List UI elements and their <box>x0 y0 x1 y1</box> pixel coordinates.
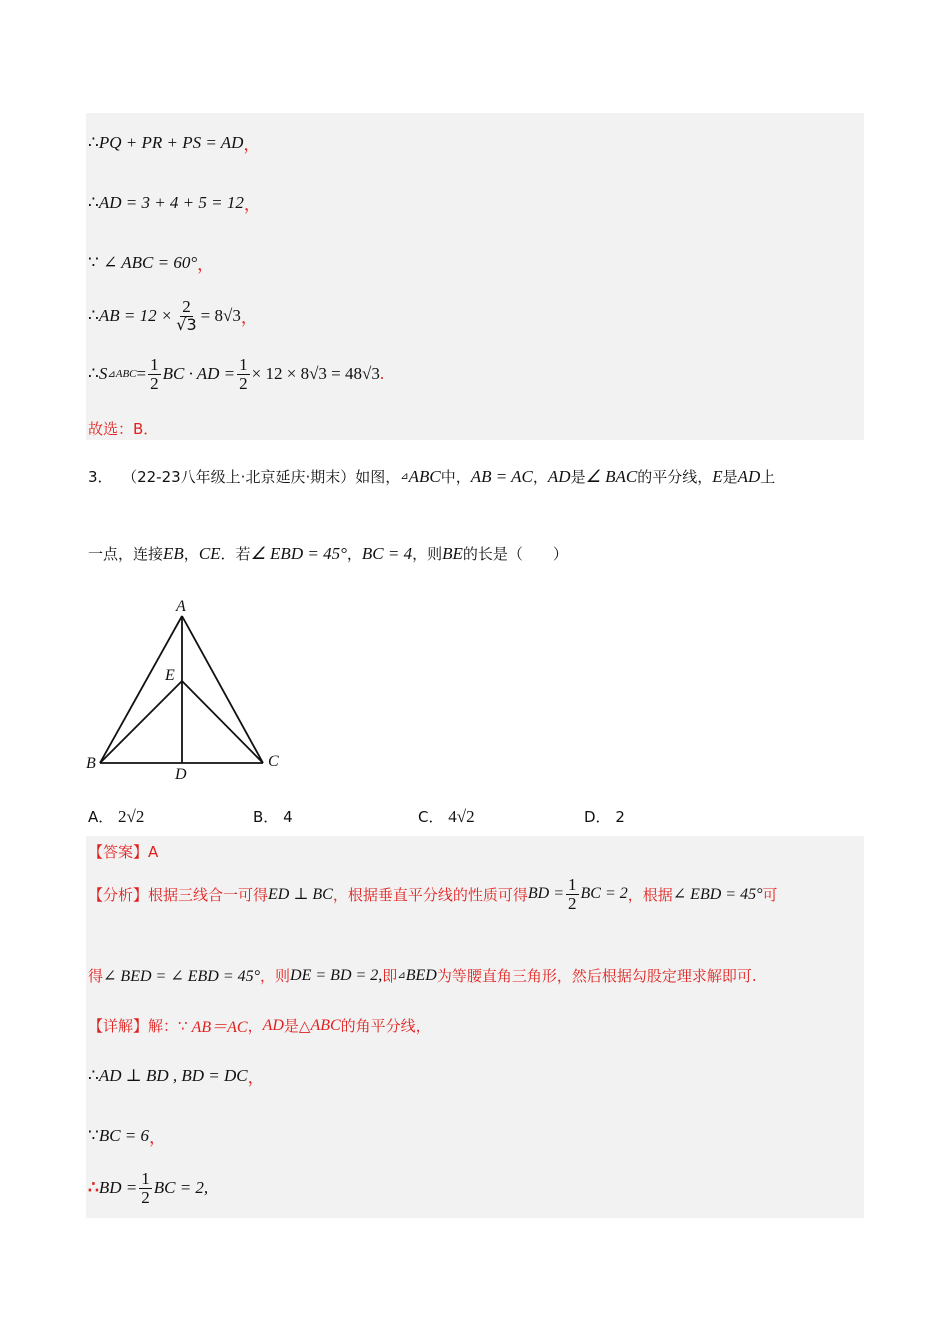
analysis-line-1: 【分析】 根据三线合一可得 ED ⊥ BC ，根据垂直平分线的性质可得 BD = $\frac{1}{2}$ BC = 2 ，根据 ∠ EBD = 45° 可 <box>88 875 778 913</box>
triangle-icon: ⊿ <box>107 368 116 380</box>
segment-EC <box>182 681 263 763</box>
detail-line-2: ∴ AD ⊥ BD , BD = DC ， <box>88 1065 265 1087</box>
choice-c[interactable]: C． 4√2 <box>418 807 475 826</box>
choice-a[interactable]: A． 2√2 <box>88 807 145 826</box>
triangle-icon: ⊿ <box>397 970 406 981</box>
segment-AC <box>182 616 263 763</box>
triangle-icon: ⊿ <box>400 471 409 482</box>
fraction: $\frac{1}{2}$ <box>239 355 248 393</box>
solution-line-3: ∵ ∠ ABC = 60° ， <box>88 252 215 274</box>
solution-line-2: ∴ AD = 3 + 4 + 5 = 12 ， <box>88 192 261 214</box>
triangle-figure <box>82 593 292 788</box>
segment-EB <box>100 681 182 763</box>
fraction: $\frac{1}{2}$ <box>150 355 159 393</box>
label-D: D <box>175 766 187 783</box>
detail-line-1: 【详解】 解：∵ AB＝AC ， AD 是△ ABC 的角平分线， <box>88 1016 431 1036</box>
segment-AB <box>100 616 182 763</box>
solution-conclusion: 故选：B． <box>88 420 159 438</box>
label-C: C <box>268 753 279 770</box>
solution-line-1: ∴ PQ + PR + PS = AD ， <box>88 132 261 154</box>
fraction: $\frac{1}{2}$ <box>568 875 577 913</box>
choice-d[interactable]: D． 2 <box>584 808 625 826</box>
choice-b[interactable]: B． 4 <box>253 808 293 826</box>
detail-line-4: ∴ BD = $\frac{1}{2}$ BC = 2, <box>88 1169 209 1207</box>
answer-label: 【答案】A <box>88 843 159 861</box>
analysis-line-2: 得 ∠ BED = ∠ EBD = 45° ，则 DE = BD = 2, 即 ⊿ BED 为等腰直角三角形，然后根据勾股定理求解即可. <box>88 966 757 985</box>
solution-line-4: ∴ AB = 12 × $\frac{2}{√3}$ = 8√3 ， <box>88 297 258 334</box>
label-B: B <box>86 755 96 772</box>
label-E: E <box>165 667 175 684</box>
fraction: $\frac{1}{2}$ <box>141 1169 150 1207</box>
detail-line-3: ∵ BC = 6 ， <box>88 1125 167 1147</box>
fraction: $\frac{2}{√3}$ <box>176 297 197 334</box>
question-line-1: 3． （22-23八年级上·北京延庆·期末）如图， ⊿ ABC 中， AB = AC ， AD 是 ∠ BAC 的平分线， E 是 AD 上 <box>88 466 776 486</box>
label-A: A <box>176 598 186 615</box>
question-line-2: 一点，连接 EB ， CE ．若 ∠ EBD = 45° ， BC = 4 ，则 BE 的长是（ ） <box>88 543 568 563</box>
solution-line-5: ∴ S ⊿ ABC = $\frac{1}{2}$ BC · AD = $\frac{1}{2}$ × 12 × 8√3 = 48√3 . <box>88 355 385 393</box>
